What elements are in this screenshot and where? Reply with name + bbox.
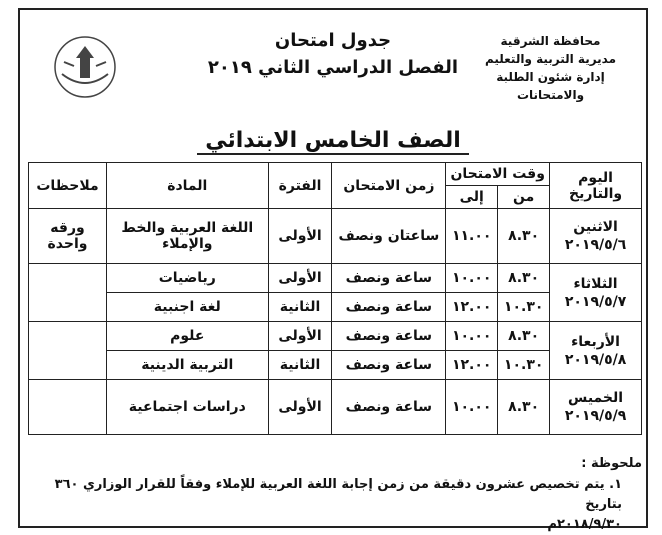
time-from: ٨.٣٠ xyxy=(498,264,550,293)
header-period: الفترة xyxy=(268,163,332,209)
duration: ساعتان ونصف xyxy=(332,209,446,264)
duration: ساعة ونصف xyxy=(332,351,446,380)
header-exam-time: وقت الامتحان xyxy=(446,163,550,186)
grade-label: الصف الخامس الابتدائي xyxy=(197,128,469,155)
note-number: ١. xyxy=(609,477,622,492)
note: ورقه واحدة xyxy=(29,209,107,264)
time-to: ١٢.٠٠ xyxy=(446,351,498,380)
subject: دراسات اجتماعية xyxy=(107,380,269,435)
day-name: الثلاثاء xyxy=(573,275,618,292)
exam-schedule-table xyxy=(28,162,642,435)
subject: علوم xyxy=(107,322,269,351)
day-date: ٢٠١٩/٥/٧ xyxy=(564,293,627,310)
day-cell xyxy=(550,322,642,380)
note-item xyxy=(28,475,622,535)
table-row xyxy=(29,380,642,435)
time-from: ١٠.٣٠ xyxy=(498,351,550,380)
document-subtitle: الفصل الدراسي الثاني ٢٠١٩ xyxy=(207,57,459,78)
header-notes: ملاحظات xyxy=(29,163,107,209)
note xyxy=(29,380,107,435)
note-date: ٢٠١٨/٩/٣٠م xyxy=(547,517,622,532)
header-from: من xyxy=(498,186,550,209)
day-date: ٢٠١٩/٥/٨ xyxy=(564,351,627,368)
period: الأولى xyxy=(268,322,332,351)
time-from: ٨.٣٠ xyxy=(498,380,550,435)
subject: رياضيات xyxy=(107,264,269,293)
day-date: ٢٠١٩/٥/٩ xyxy=(564,408,627,424)
header-subject: المادة xyxy=(107,163,269,209)
notes-title: ملحوظة : xyxy=(581,456,642,471)
header-to: إلى xyxy=(446,186,498,209)
table-row xyxy=(29,322,642,351)
day-cell xyxy=(550,380,642,435)
time-to: ١١.٠٠ xyxy=(446,209,498,264)
duration: ساعة ونصف xyxy=(332,380,446,435)
duration: ساعة ونصف xyxy=(332,264,446,293)
time-from: ٨.٣٠ xyxy=(498,322,550,351)
time-from: ٨.٣٠ xyxy=(498,209,550,264)
document-frame xyxy=(18,8,648,532)
period: الأولى xyxy=(268,209,332,264)
day-name: الاثنين xyxy=(573,219,618,235)
period: الأولى xyxy=(268,264,332,293)
table-row xyxy=(29,264,642,293)
subject: لغة اجنبية xyxy=(107,293,269,322)
time-from: ١٠.٣٠ xyxy=(498,293,550,322)
document-header xyxy=(20,10,646,128)
table-row xyxy=(29,293,642,322)
authority-governorate: محافظة الشرقية xyxy=(500,34,601,48)
authority-department: إدارة شئون الطلبة والامتحانات xyxy=(496,70,605,102)
note-text: يتم تخصيص عشرون دقيقة من زمن إجابة اللغة العربية للإملاء وفقاً للقرار الوزاري ٣٦٠ بتاريخ xyxy=(54,477,622,512)
time-to: ١٢.٠٠ xyxy=(446,293,498,322)
table-row xyxy=(29,351,642,380)
time-to: ١٠.٠٠ xyxy=(446,380,498,435)
eagle-emblem-icon xyxy=(50,32,120,102)
document-title: جدول امتحان xyxy=(274,30,392,51)
day-name: الأربعاء xyxy=(571,333,620,350)
time-to: ١٠.٠٠ xyxy=(446,264,498,293)
day-cell xyxy=(550,264,642,322)
day-cell xyxy=(550,209,642,264)
authority-directorate: مديرية التربية والتعليم xyxy=(484,52,617,66)
table-row xyxy=(29,209,642,264)
period: الثانية xyxy=(268,293,332,322)
subject: اللغة العربية والخط والإملاء xyxy=(107,209,269,264)
notes-section xyxy=(28,456,646,535)
subject: التربية الدينية xyxy=(107,351,269,380)
period: الأولى xyxy=(268,380,332,435)
day-date: ٢٠١٩/٥/٦ xyxy=(564,237,627,253)
note xyxy=(29,322,107,380)
time-to: ١٠.٠٠ xyxy=(446,322,498,351)
day-name: الخميس xyxy=(568,390,624,406)
duration: ساعة ونصف xyxy=(332,293,446,322)
period: الثانية xyxy=(268,351,332,380)
duration: ساعة ونصف xyxy=(332,322,446,351)
header-duration: زمن الامتحان xyxy=(332,163,446,209)
header-day-date: اليوم والتاريخ xyxy=(550,163,642,209)
grade-title xyxy=(20,128,646,153)
note xyxy=(29,264,107,322)
